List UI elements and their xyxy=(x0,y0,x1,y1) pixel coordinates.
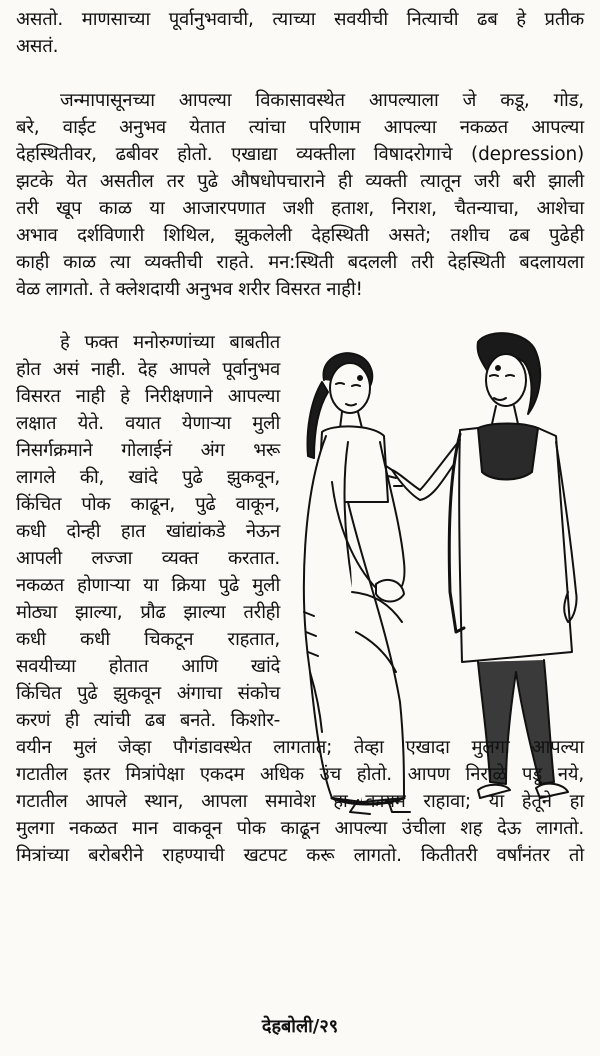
saree-woman-hands xyxy=(376,580,404,602)
text-line: असतो. माणसाच्या पूर्वानुभवाची, त्याच्या सवयीची नित्याची ढब हे प्रतीक xyxy=(16,9,584,30)
text-line: विसरत नाही हे निरीक्षणाने आपल्या xyxy=(16,386,280,407)
text-line: मोठ्या झाल्या, प्रौढ झाल्या तरीही xyxy=(16,602,280,623)
text-line: लागले की, खांदे पुढे झुकवून, xyxy=(16,467,280,488)
kurta-yoke xyxy=(478,424,538,480)
text-line: सवयीच्या होतात आणि खांदे xyxy=(16,656,280,677)
text-line: हे फक्त मनोरुग्णांच्या बाबतीत xyxy=(60,332,280,353)
text-line: झटके येत असतील तर पुढे औषधोपचाराने ही व्यक्ती त्यातून जरी बरी झाली xyxy=(16,171,584,192)
page-footer: देहबोली/२९ xyxy=(261,1016,339,1037)
text-line: देहस्थितीवर, ढबीवर होतो. एखाद्या व्यक्तीला विषादरोगाचे (depression) xyxy=(16,144,584,165)
text-line: बरे, वाईट अनुभव येतात त्यांचा परिणाम आपल्या नकळत आपल्या xyxy=(16,117,584,138)
text-line: किंचित पुढे झुकवून अंगाचा संकोच xyxy=(16,683,280,704)
text-line: गटातील इतर मित्रांपेक्षा एकदम अधिक उंच होतो. आपण निराळे पडू नये, xyxy=(16,764,584,785)
text-line: कधी दोन्ही हात खांद्यांकडे नेऊन xyxy=(16,521,280,542)
text-line: लक्षात येते. वयात येणाऱ्या मुली xyxy=(16,413,280,434)
text-line: आपली लज्जा व्यक्त करतात. xyxy=(16,548,280,569)
text-line: वेळ लागतो. ते क्लेशदायी अनुभव शरीर विसरत नाही! xyxy=(16,279,363,300)
text-line: वयीन मुलं जेव्हा पौगंडावस्थेत लागतात; तेव्हा एखादा मुलगा आपल्या xyxy=(16,737,584,758)
kurta-woman-raised-arm xyxy=(392,440,460,500)
text-line: निसर्गक्रमाने गोलाईनं अंग भरू xyxy=(16,440,280,461)
text-line: मित्रांच्या बरोबरीने राहण्याची खटपट करू लागतो. कितीतरी वर्षांनंतर तो xyxy=(16,845,584,866)
text-line: तरी खूप काळ या आजारपणात जशी हताश, निराश, चैतन्याचा, आशेचा xyxy=(16,198,584,219)
text-line: कधी कधी चिकटून राहतात, xyxy=(16,629,280,650)
text-line: मुलगा नकळत मान वाकवून पोक काढून आपल्या उंचीला शह देऊ लागतो. xyxy=(16,818,584,839)
text-line: जन्मापासूनच्या आपल्या विकासावस्थेत आपल्याला जे कडू, गोड, xyxy=(60,90,584,111)
text-line: करणं ही त्यांची ढब बनते. किशोर- xyxy=(16,710,280,731)
text-line: नकळत होणाऱ्या या क्रिया पुढे मुली xyxy=(16,575,280,596)
kurta-woman-neck xyxy=(492,406,518,424)
text-line: होत असं नाही. देह आपले पूर्वानुभव xyxy=(16,359,280,380)
text-line: असतं. xyxy=(16,36,59,57)
text-line: काही काळ त्या व्यक्तीची राहते. मन:स्थिती बदलली तरी देहस्थिती बदलायला xyxy=(16,252,584,273)
text-line: अभाव दर्शविणारी शिथिल, झुकलेली देहस्थिती असते; तशीच ढब पुढेही xyxy=(16,225,584,246)
text-line: किंचित पोक काढून, पुढे वाकून, xyxy=(16,494,280,515)
text-line: गटातील आपले स्थान, आपला समावेश हा कायम राहावा; या हेतूने हा xyxy=(16,791,584,812)
